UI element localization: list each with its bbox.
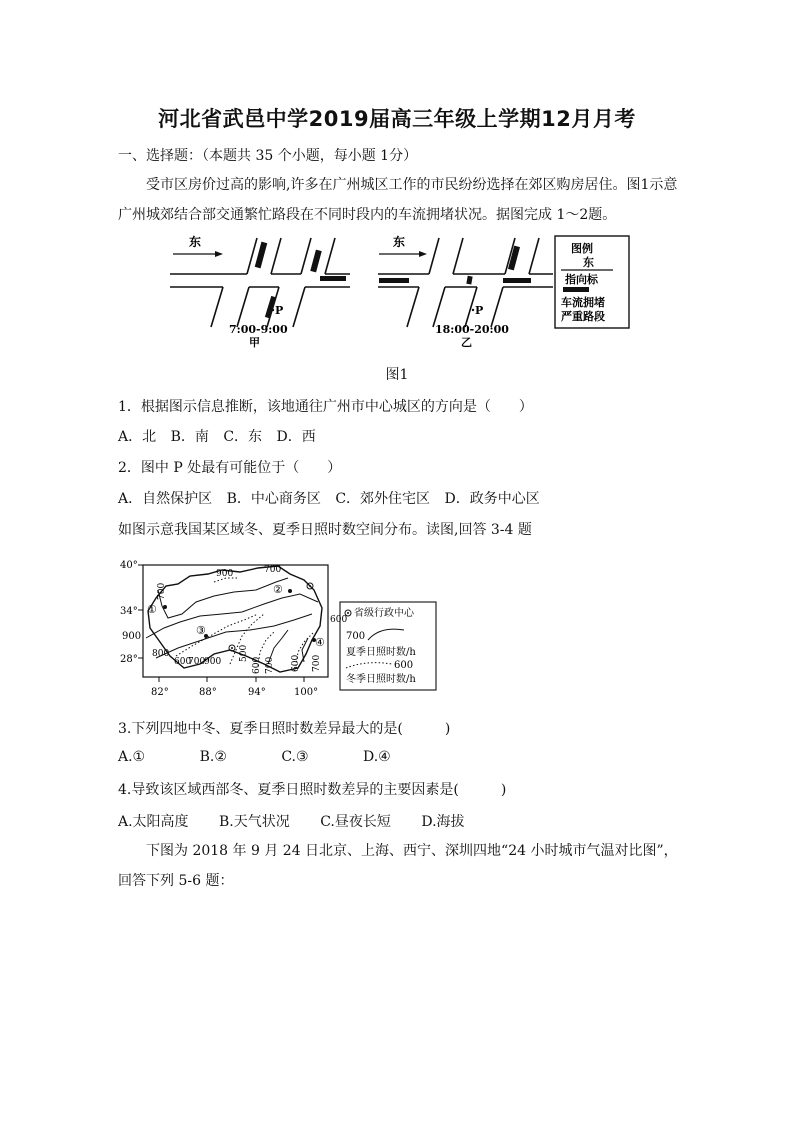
winter-label-600-c: 600	[291, 654, 301, 672]
edge-label-900: 900	[122, 631, 142, 642]
figure-1-legend	[555, 236, 629, 328]
capital-legend-icon	[345, 610, 351, 616]
question-3-stem: 3.下列四地中冬、夏季日照时数差异最大的是( )	[118, 721, 451, 737]
summer-label-600: 600	[330, 615, 348, 625]
lon-label-100: 100°	[294, 687, 319, 698]
winter-label-700: 700	[188, 657, 206, 667]
q1-option-a[interactable]: A．北	[118, 429, 157, 445]
lat-label-34: 34°	[120, 606, 138, 617]
q3-option-d[interactable]: D.④	[363, 749, 391, 765]
q1-option-c[interactable]: C．东	[223, 429, 263, 445]
figure-1-caption: 图1	[385, 367, 409, 383]
question-1-options	[118, 426, 326, 446]
section-heading: 一、选择题：（本题共 35 个小题，每小题 1分）	[118, 148, 418, 164]
legend-solid-text: 夏季日照时数/h	[346, 647, 416, 658]
lat-label-28: 28°	[120, 654, 138, 665]
time-label-a: 7:00-9:00	[229, 323, 288, 336]
panel-name-b: 乙	[461, 336, 472, 349]
q3-option-b[interactable]: B.②	[199, 749, 227, 765]
legend-capital-text: 省级行政中心	[354, 608, 414, 619]
summer-label-700-c: 700	[265, 656, 275, 674]
q1-option-d[interactable]: D．西	[276, 429, 316, 445]
winter-label-900: 900	[216, 569, 234, 579]
legend-jam-text-1: 车流拥堵	[561, 296, 605, 309]
legend-dotted-text: 冬季日照时数/h	[346, 674, 416, 685]
legend-solid-value: 700	[346, 631, 366, 642]
traffic-panel-b	[378, 234, 553, 349]
point-1-label: ①	[147, 603, 157, 616]
winter-label-500: 500	[239, 644, 249, 662]
legend-title: 图例	[571, 242, 593, 255]
question-2-options	[118, 488, 550, 508]
intro-q1-q2: 受市区房价过高的影响,许多在广州城区工作的市民纷纷选择在郊区购房居住。图1示意广州城郊结合部交通繁忙路段在不同时段内的车流拥堵状况。据图完成 1～2题。	[118, 177, 678, 223]
question-4-options	[118, 811, 487, 831]
legend-arrow-label: 东	[583, 256, 594, 269]
figure-2-sunshine-map	[118, 556, 448, 700]
lon-label-82: 82°	[151, 687, 169, 698]
legend-dotted-value: 600	[394, 660, 414, 671]
figure-1-traffic-map	[165, 232, 645, 357]
q2-option-d[interactable]: D．政务中心区	[444, 491, 540, 507]
q4-option-a[interactable]: A.太阳高度	[118, 814, 189, 830]
question-1-stem: 1．根据图示信息推断，该地通往广州市中心城区的方向是（ ）	[118, 399, 533, 415]
north-arrow-b	[379, 234, 427, 257]
q2-option-a[interactable]: A．自然保护区	[118, 491, 213, 507]
summer-label-700-d: 700	[312, 654, 322, 672]
winter-label-800: 800	[152, 649, 170, 659]
provincial-capital-icon	[307, 583, 313, 589]
north-arrow-a	[173, 234, 223, 257]
question-4-stem: 4.导致该区域西部冬、夏季日照时数差异的主要因素是( )	[118, 782, 507, 798]
lon-label-94: 94°	[248, 687, 266, 698]
arrow-label-a: 东	[189, 235, 202, 249]
q3-option-c[interactable]: C.③	[281, 749, 309, 765]
q2-option-b[interactable]: B．中心商务区	[226, 491, 321, 507]
point-2-label: ②	[273, 583, 283, 596]
p-label-a: P	[275, 304, 284, 317]
legend-jam-text-2: 严重路段	[561, 310, 605, 323]
q2-option-c[interactable]: C．郊外住宅区	[335, 491, 431, 507]
intro-q3-q4: 如图示意我国某区域冬、夏季日照时数空间分布。读图,回答 3-4 题	[118, 522, 532, 538]
q4-option-d[interactable]: D.海拔	[421, 814, 465, 830]
figure-2-legend	[340, 602, 436, 690]
q3-option-a[interactable]: A.①	[118, 749, 146, 765]
q4-option-c[interactable]: C.昼夜长短	[320, 814, 391, 830]
winter-label-600-b: 600	[252, 656, 262, 674]
winter-label-600-a: 600	[174, 657, 192, 667]
page-title: 河北省武邑中学2019届高三年级上学期12月月考	[158, 107, 636, 131]
p-label-b: P	[475, 304, 484, 317]
panel-name-a: 甲	[249, 336, 260, 349]
lon-label-88: 88°	[199, 687, 217, 698]
q4-option-b[interactable]: B.天气状况	[219, 814, 290, 830]
arrow-label-b: 东	[393, 235, 406, 249]
summer-label-700-a: 700	[157, 582, 167, 600]
question-3-options	[118, 749, 413, 765]
point-4-label: ④	[315, 636, 325, 649]
lat-label-40: 40°	[120, 560, 138, 571]
point-3-label: ③	[196, 624, 206, 637]
time-label-b: 18:00-20:00	[435, 323, 509, 336]
question-2-stem: 2．图中 P 处最有可能位于（ ）	[118, 460, 342, 476]
legend-arrow-text: 指向标	[565, 273, 598, 286]
q1-option-b[interactable]: B．南	[170, 429, 209, 445]
intro-q5-q6: 下图为 2018 年 9 月 24 日北京、上海、西宁、深圳四地“24 小时城市气温对比图”，回答下列 5-6 题：	[118, 843, 678, 889]
summer-label-700-b: 700	[264, 565, 282, 575]
summer-label-900: 900	[204, 657, 222, 667]
